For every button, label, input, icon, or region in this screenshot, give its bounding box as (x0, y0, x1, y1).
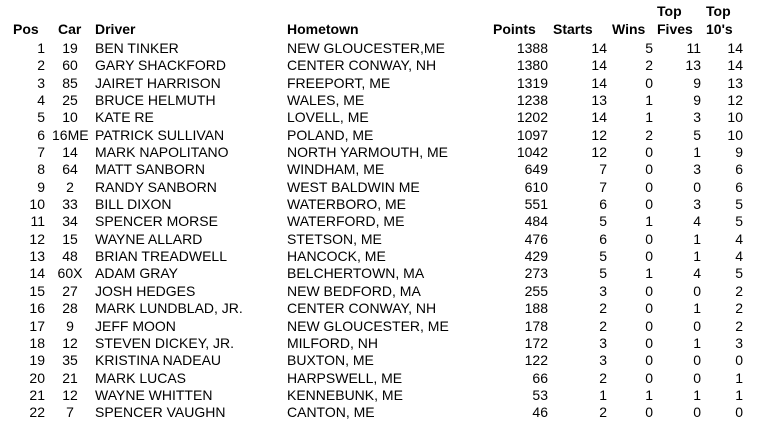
cell-hometown: NORTH YARMOUTH, ME (287, 144, 449, 161)
cell-points: 551 (524, 196, 548, 213)
cell-pos: 2 (37, 57, 45, 74)
header-hometown: Hometown (287, 21, 359, 37)
cell-starts: 14 (591, 109, 607, 126)
cell-starts: 7 (599, 178, 607, 195)
table-row (0, 335, 770, 352)
cell-wins: 5 (645, 40, 653, 56)
cell-pos: 5 (37, 109, 45, 126)
table-row (0, 57, 770, 74)
table-row (0, 127, 770, 144)
cell-pos: 3 (37, 74, 45, 91)
cell-driver: WAYNE WHITTEN (95, 386, 213, 403)
cell-pos: 22 (29, 404, 45, 421)
header-driver: Driver (95, 21, 136, 37)
cell-top-tens: 1 (735, 386, 743, 403)
table-row (0, 370, 770, 387)
cell-top-fives: 13 (685, 57, 701, 74)
table-row (0, 109, 770, 126)
cell-top-tens: 13 (727, 74, 743, 91)
cell-top-fives: 11 (686, 40, 701, 56)
cell-pos: 12 (29, 230, 45, 247)
cell-hometown: KENNEBUNK, ME (287, 386, 403, 403)
cell-wins: 0 (645, 300, 653, 317)
cell-top-fives: 3 (693, 196, 701, 213)
cell-pos: 16 (29, 300, 45, 317)
table-row (0, 231, 770, 248)
cell-top-fives: 3 (693, 109, 701, 126)
cell-points: 273 (524, 265, 548, 282)
header-top-fives-line2: Fives (657, 21, 693, 37)
cell-starts: 2 (599, 317, 607, 334)
cell-points: 1238 (516, 92, 548, 109)
cell-points: 1202 (516, 109, 548, 126)
cell-top-tens: 3 (735, 334, 743, 351)
cell-starts: 6 (599, 196, 607, 213)
cell-starts: 3 (599, 352, 607, 369)
cell-top-fives: 0 (693, 404, 701, 421)
cell-car: 15 (62, 230, 78, 247)
cell-pos: 13 (29, 248, 45, 265)
cell-hometown: POLAND, ME (287, 126, 374, 143)
cell-car: 33 (62, 196, 78, 213)
cell-driver: JEFF MOON (95, 317, 176, 334)
cell-top-tens: 6 (735, 178, 743, 195)
cell-points: 484 (524, 213, 548, 230)
header-top-tens-line2: 10's (706, 21, 733, 37)
table-row (0, 75, 770, 92)
cell-pos: 21 (29, 386, 45, 403)
table-row (0, 300, 770, 317)
cell-points: 178 (524, 317, 548, 334)
cell-wins: 0 (645, 404, 653, 421)
header-points: Points (493, 21, 536, 37)
cell-hometown: STETSON, ME (287, 230, 382, 247)
cell-points: 66 (532, 369, 548, 386)
cell-starts: 13 (591, 92, 607, 109)
cell-starts: 5 (599, 213, 607, 230)
cell-top-tens: 2 (735, 300, 743, 317)
cell-wins: 0 (645, 369, 653, 386)
cell-top-fives: 0 (693, 369, 701, 386)
header-starts: Starts (553, 21, 593, 37)
cell-wins: 1 (645, 265, 653, 282)
cell-driver: RANDY SANBORN (95, 178, 217, 195)
cell-top-tens: 5 (735, 265, 743, 282)
cell-top-fives: 9 (693, 92, 701, 109)
cell-driver: MARK LUNDBLAD, JR. (95, 300, 243, 317)
cell-hometown: CENTER CONWAY, NH (287, 57, 437, 74)
cell-hometown: BELCHERTOWN, MA (287, 265, 425, 282)
cell-driver: MARK LUCAS (95, 369, 187, 386)
cell-points: 1380 (516, 57, 548, 74)
cell-starts: 2 (599, 369, 607, 386)
cell-points: 429 (524, 248, 548, 265)
cell-hometown: BUXTON, ME (287, 352, 374, 369)
cell-pos: 7 (37, 144, 45, 161)
cell-top-tens: 0 (735, 404, 743, 421)
cell-wins: 0 (645, 334, 653, 351)
table-row (0, 213, 770, 230)
table-row (0, 283, 770, 300)
cell-starts: 14 (591, 40, 607, 56)
header-wins: Wins (612, 21, 646, 37)
cell-wins: 0 (645, 74, 653, 91)
cell-driver: KATE RE (95, 109, 154, 126)
cell-points: 1097 (516, 126, 548, 143)
cell-top-tens: 1 (735, 369, 743, 386)
cell-top-fives: 1 (693, 248, 701, 265)
table-row (0, 144, 770, 161)
table-body (0, 40, 770, 422)
cell-top-tens: 4 (735, 248, 743, 265)
cell-top-fives: 1 (693, 230, 701, 247)
cell-wins: 1 (645, 213, 653, 230)
cell-pos: 14 (29, 265, 45, 282)
cell-pos: 20 (29, 369, 45, 386)
cell-wins: 1 (645, 109, 653, 126)
cell-starts: 12 (591, 144, 607, 161)
cell-top-tens: 2 (735, 282, 743, 299)
cell-car: 12 (62, 334, 78, 351)
cell-points: 255 (524, 282, 548, 299)
cell-points: 610 (524, 178, 548, 195)
cell-car: 85 (62, 74, 78, 91)
cell-pos: 10 (29, 196, 45, 213)
cell-car: 12 (62, 386, 78, 403)
table-row (0, 318, 770, 335)
cell-driver: STEVEN DICKEY, JR. (95, 334, 235, 351)
cell-top-fives: 1 (693, 334, 701, 351)
table-row (0, 161, 770, 178)
cell-hometown: WINDHAM, ME (287, 161, 385, 178)
cell-wins: 0 (645, 196, 653, 213)
cell-hometown: LOVELL, ME (287, 109, 369, 126)
cell-driver: JOSH HEDGES (95, 282, 196, 299)
cell-car: 48 (62, 248, 78, 265)
cell-driver: ADAM GRAY (95, 265, 178, 282)
cell-wins: 0 (645, 178, 653, 195)
cell-car: 34 (62, 213, 78, 230)
cell-car: 9 (66, 317, 74, 334)
cell-wins: 0 (645, 282, 653, 299)
cell-hometown: NEW BEDFORD, MA (287, 282, 421, 299)
cell-pos: 18 (29, 334, 45, 351)
cell-driver: BRIAN TREADWELL (95, 248, 227, 265)
cell-car: 7 (66, 404, 74, 421)
cell-top-tens: 14 (727, 40, 743, 56)
cell-starts: 7 (599, 161, 607, 178)
cell-car: 10 (62, 109, 78, 126)
cell-driver: BILL DIXON (95, 196, 172, 213)
cell-car: 64 (62, 161, 78, 178)
cell-points: 46 (532, 404, 548, 421)
cell-starts: 1 (599, 386, 607, 403)
cell-top-fives: 1 (693, 386, 701, 403)
cell-starts: 6 (599, 230, 607, 247)
cell-car: 25 (62, 92, 78, 109)
cell-top-tens: 2 (735, 317, 743, 334)
cell-top-tens: 0 (735, 352, 743, 369)
table-row (0, 179, 770, 196)
cell-car: 14 (62, 144, 78, 161)
cell-starts: 2 (599, 404, 607, 421)
cell-pos: 1 (37, 40, 45, 56)
cell-pos: 15 (29, 282, 45, 299)
cell-top-fives: 0 (693, 352, 701, 369)
cell-hometown: NEW GLOUCESTER, ME (287, 317, 449, 334)
cell-top-fives: 4 (693, 213, 701, 230)
cell-starts: 5 (599, 248, 607, 265)
table-row (0, 387, 770, 404)
table-row (0, 248, 770, 265)
cell-driver: SPENCER VAUGHN (95, 404, 226, 421)
cell-points: 476 (524, 230, 548, 247)
cell-pos: 6 (37, 126, 45, 143)
cell-hometown: WATERFORD, ME (287, 213, 405, 230)
cell-car: 16ME (52, 126, 89, 143)
cell-top-fives: 4 (693, 265, 701, 282)
cell-starts: 3 (599, 334, 607, 351)
cell-points: 1388 (516, 40, 548, 56)
cell-driver: PATRICK SULLIVAN (95, 126, 225, 143)
cell-starts: 14 (591, 57, 607, 74)
cell-driver: BEN TINKER (95, 40, 179, 56)
cell-top-fives: 1 (693, 300, 701, 317)
cell-hometown: CANTON, ME (287, 404, 375, 421)
cell-top-fives: 0 (693, 282, 701, 299)
cell-starts: 5 (599, 265, 607, 282)
cell-car: 60 (62, 57, 78, 74)
cell-wins: 1 (645, 92, 653, 109)
cell-starts: 12 (591, 126, 607, 143)
cell-driver: KRISTINA NADEAU (95, 352, 222, 369)
cell-top-fives: 0 (693, 317, 701, 334)
cell-points: 649 (524, 161, 548, 178)
cell-points: 1042 (516, 144, 548, 161)
cell-top-fives: 5 (693, 126, 701, 143)
cell-top-tens: 14 (727, 57, 743, 74)
cell-wins: 0 (645, 317, 653, 334)
cell-wins: 0 (645, 161, 653, 178)
header-row (0, 0, 770, 40)
cell-driver: BRUCE HELMUTH (95, 92, 216, 109)
cell-top-fives: 9 (693, 74, 701, 91)
cell-top-tens: 6 (735, 161, 743, 178)
cell-top-tens: 12 (727, 92, 743, 109)
cell-car: 60X (57, 265, 83, 282)
cell-wins: 2 (645, 126, 653, 143)
cell-hometown: WALES, ME (287, 92, 365, 109)
cell-top-tens: 5 (735, 213, 743, 230)
cell-top-tens: 10 (727, 109, 743, 126)
cell-top-tens: 4 (735, 230, 743, 247)
table-row (0, 352, 770, 369)
cell-wins: 0 (645, 352, 653, 369)
cell-top-fives: 1 (693, 144, 701, 161)
cell-points: 188 (524, 300, 548, 317)
cell-car: 21 (62, 369, 78, 386)
cell-car: 19 (62, 40, 78, 56)
cell-starts: 14 (591, 74, 607, 91)
cell-pos: 8 (37, 161, 45, 178)
cell-driver: GARY SHACKFORD (95, 57, 226, 74)
cell-car: 35 (62, 352, 78, 369)
cell-top-tens: 9 (735, 144, 743, 161)
cell-top-tens: 5 (735, 196, 743, 213)
cell-top-fives: 3 (693, 161, 701, 178)
cell-hometown: MILFORD, NH (287, 334, 378, 351)
cell-hometown: CENTER CONWAY, NH (287, 300, 437, 317)
cell-points: 172 (524, 334, 548, 351)
cell-pos: 11 (30, 213, 45, 230)
cell-hometown: HARPSWELL, ME (287, 369, 403, 386)
cell-pos: 4 (37, 92, 45, 109)
cell-wins: 0 (645, 248, 653, 265)
cell-pos: 17 (29, 317, 45, 334)
cell-wins: 0 (645, 230, 653, 247)
cell-hometown: WEST BALDWIN ME (287, 178, 420, 195)
cell-car: 28 (62, 300, 78, 317)
cell-hometown: NEW GLOUCESTER,ME (287, 40, 445, 56)
cell-points: 53 (532, 386, 548, 403)
table-row (0, 40, 770, 57)
header-top-tens-line1: Top (706, 3, 731, 19)
header-top-fives-line1: Top (657, 3, 682, 19)
cell-driver: SPENCER MORSE (95, 213, 218, 230)
cell-car: 27 (62, 282, 78, 299)
cell-driver: MATT SANBORN (95, 161, 205, 178)
table-row (0, 92, 770, 109)
cell-top-tens: 10 (727, 126, 743, 143)
cell-wins: 0 (645, 144, 653, 161)
cell-starts: 3 (599, 282, 607, 299)
table-row (0, 265, 770, 282)
table-row (0, 404, 770, 421)
cell-points: 1319 (516, 74, 548, 91)
cell-wins: 2 (645, 57, 653, 74)
cell-points: 122 (524, 352, 548, 369)
cell-driver: MARK NAPOLITANO (95, 144, 229, 161)
cell-hometown: FREEPORT, ME (287, 74, 391, 91)
cell-driver: JAIRET HARRISON (95, 74, 221, 91)
table-row (0, 196, 770, 213)
cell-hometown: WATERBORO, ME (287, 196, 406, 213)
cell-driver: WAYNE ALLARD (95, 230, 203, 247)
cell-starts: 2 (599, 300, 607, 317)
cell-top-fives: 0 (693, 178, 701, 195)
header-pos: Pos (13, 21, 39, 37)
cell-hometown: HANCOCK, ME (287, 248, 386, 265)
cell-wins: 1 (645, 386, 653, 403)
cell-pos: 19 (29, 352, 45, 369)
cell-car: 2 (66, 178, 74, 195)
header-car: Car (58, 21, 82, 37)
cell-pos: 9 (37, 178, 45, 195)
